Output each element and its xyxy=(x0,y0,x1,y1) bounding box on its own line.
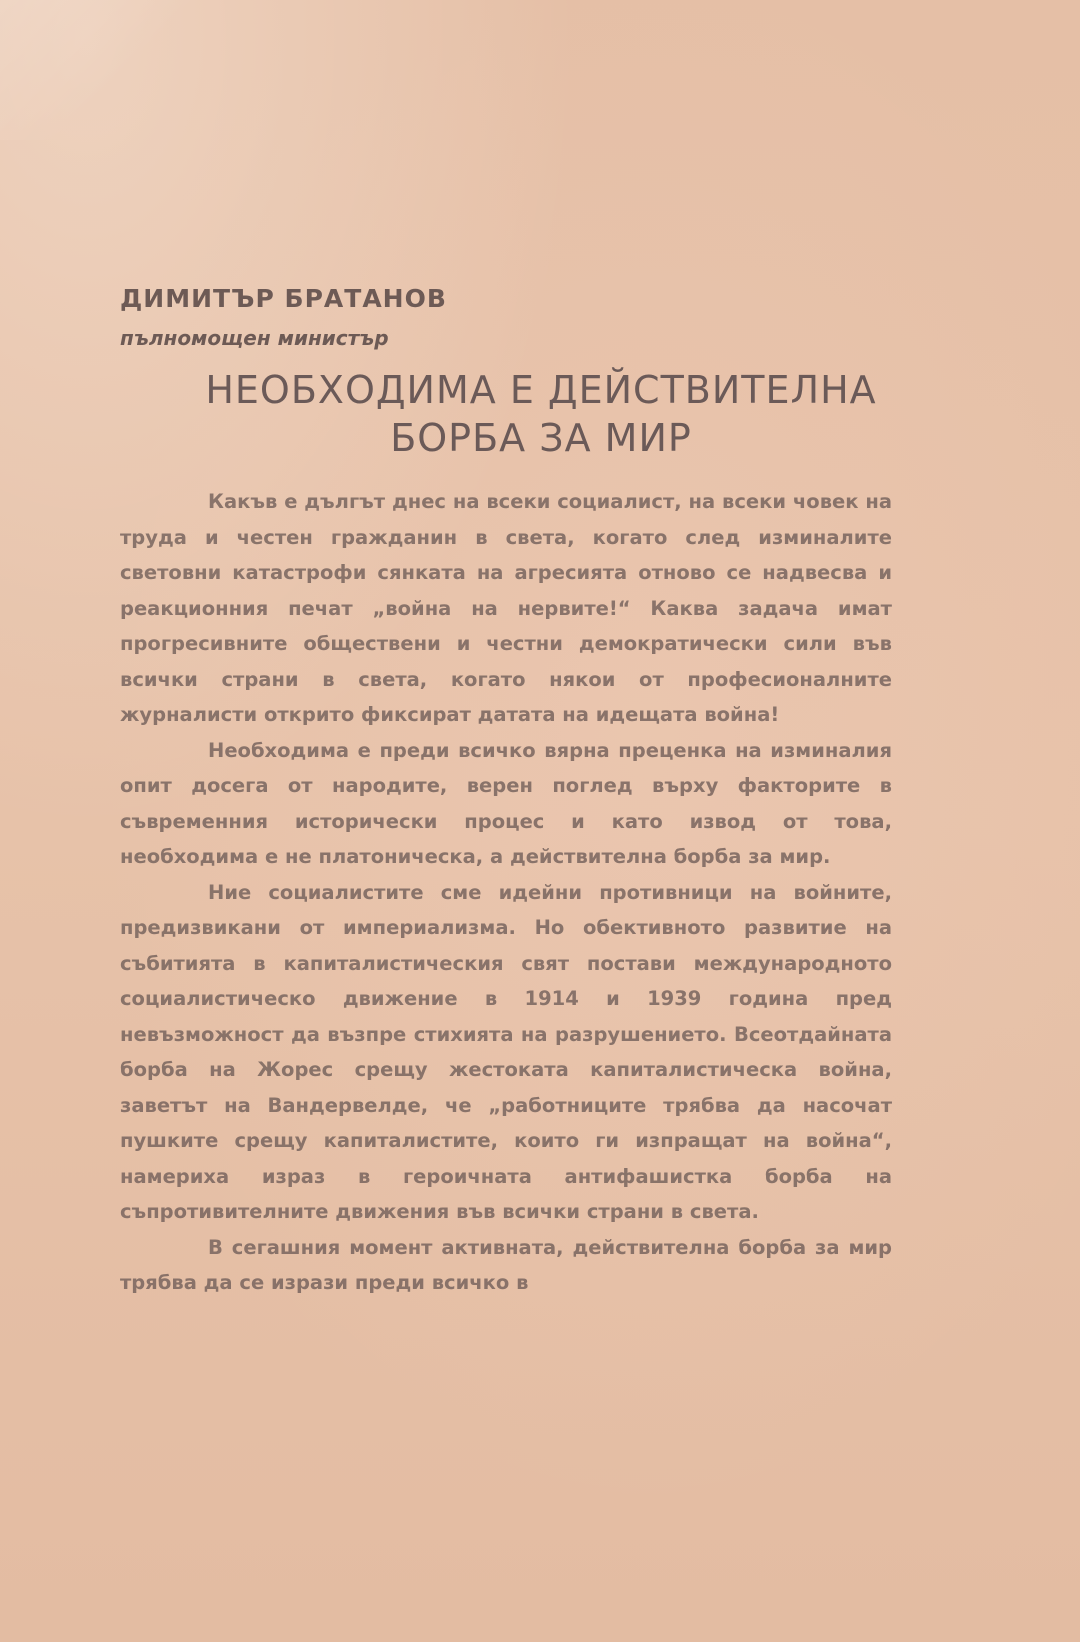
article-title xyxy=(120,366,962,462)
paragraph-2: Необходима е преди всичко вярна преценка на изминалия опит досега от народите, верен поглед върху факторите в съвременния исторически процес и като извод от това, необходима е не платоническа, а действителна борба за мир. xyxy=(120,738,892,868)
author-position: пълномощен министър xyxy=(120,326,389,350)
paragraph-4: В сегашния момент активната, действителна борба за мир трябва да се изрази преди всичко в xyxy=(120,1235,892,1294)
author-name: ДИМИТЪР БРАТАНОВ xyxy=(120,284,447,313)
paragraph-3: Ние социалистите сме идейни противници на войните, предизвикани от империализма. Но обективното развитие на събитията в капиталистическия свят постави международното социалистическо движение в 1914 и 1939 година пред невъзможност да възпре стихията на разрушението. Всеотдайната борба на Жорес срещу жестоката капиталистическа война, заветът на Вандервелде, че „работниците трябва да насочат пушките срещу капиталистите, които ги изпращат на война“, намериха израз в героичната антифашистка борба на съпротивителните движения във всички страни в света. xyxy=(120,880,892,1223)
page-fold-highlight xyxy=(0,0,220,140)
paragraph-1: Какъв е дългът днес на всеки социалист, на всеки човек на труда и честен гражданин в света, когато след изминалите световни катастрофи сянката на агресията отново се надвесва и реакционния печат „война на нервите!“ Каква задача имат прогресивните обществени и честни демократически сили във всички страни в света, когато някои от професионалните журналисти открито фиксират датата на идещата война! xyxy=(120,490,892,726)
article-body xyxy=(120,484,892,1301)
title-line-2: БОРБА ЗА МИР xyxy=(390,416,692,460)
title-line-1: НЕОБХОДИМА Е ДЕЙСТВИТЕЛНА xyxy=(205,368,877,412)
